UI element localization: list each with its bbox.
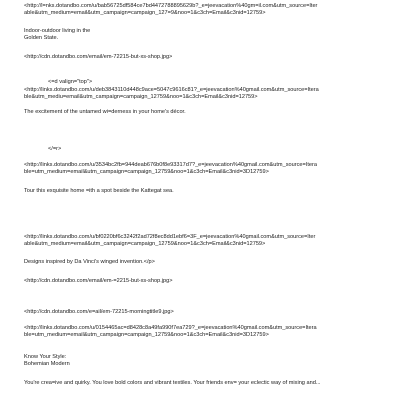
caption-text: [24, 28, 388, 43]
text-line: </=r>: [48, 146, 62, 152]
tracking-link[interactable]: [24, 234, 388, 249]
link-line[interactable]: <http://links.dotandbo.com/u/3534bc2fb=944deab676b0f8e93317d7?_e=jeevacation%40gmail.com&utm_source=Itera: [24, 162, 317, 168]
html-fragment: [48, 146, 400, 153]
text-line: Know Your Style:: [24, 354, 67, 360]
text-line: Tour this exquisite home =ith a spot beside the Kattegat sea.: [24, 188, 174, 194]
link-line[interactable]: <http://l=nks.dotandbo.com/u/bab56725df584ce7bd4472788895629b?_e=jeevacation%40gm=il.com&utm_source=Iter: [24, 3, 318, 9]
tracking-link[interactable]: [24, 162, 388, 177]
image-link[interactable]: [24, 278, 388, 285]
html-fragment: [48, 79, 400, 86]
link-line[interactable]: ble&utm_mediu=email&utm_campaign=campaign_12759&noo=1&c3ch=Email&c3nid=12759>: [24, 94, 258, 101]
caption-text: [24, 259, 388, 266]
link-line[interactable]: ble=utm_medium=email&utm_campaign=campaign_12759&noo=1&c3ch=Email&c3nid=3D12759>: [24, 332, 269, 339]
link-line[interactable]: able&utm_medium=email&utm_campaign=campaign_127=9&noo=1&c3ch=Email&c3nid=12759>: [24, 10, 266, 17]
link-line[interactable]: <http://cdn.dotandbo.com/email/em-=2215-but-xs-shop.jpg>: [24, 278, 173, 284]
tracking-link[interactable]: [24, 3, 388, 18]
section-heading: [24, 354, 388, 369]
text-line: The excitement of the untamed wi=derness in your home's décor.: [24, 109, 186, 115]
tracking-link[interactable]: [24, 87, 388, 102]
text-line: You're crea=ive and quirky. You love bold colors and vibrant textiles. Your friends env= your eclectic way of mixing and...: [24, 380, 321, 386]
text-line: Bohemian Modern: [24, 361, 70, 368]
image-link[interactable]: [24, 309, 388, 316]
caption-text: [24, 188, 388, 195]
image-link[interactable]: [24, 54, 388, 61]
text-line: Indoor-outdoor living in the: [24, 28, 91, 34]
tracking-link[interactable]: [24, 325, 388, 340]
link-line[interactable]: <http://links.dotandbo.com/u/deb3843110d448c9ace=5047c9616c81?_e=jeevacation%40gmail.com&utm_source=Itera: [24, 87, 319, 93]
text-line: <=d valign="top">: [48, 79, 93, 85]
link-line[interactable]: able&utm_medium=email&utm_campaign=campaign_12759&noo=1&c3ch=Email&c3nid=12759>: [24, 241, 266, 248]
link-line[interactable]: ble=utm_medium=email&utm_campaign=campaign_12759&noo=1&c3ch=Email&c3nid=3D12759>: [24, 169, 269, 176]
link-line[interactable]: <http://links.dotandbo.com/u/bf0220bf6c3242f2ad72f8ec8dd1ebf6=3F_e=jeevacation%40gmail.com&utm_source=Iter: [24, 234, 316, 240]
link-line[interactable]: <http://links.dotandbo.com/u/0154465ac=d8428c8a49fa990f7ea729?_e=jeevacation%40gmail.com&utm_source=Itera: [24, 325, 317, 331]
description-text: [24, 380, 388, 387]
caption-text: [24, 109, 388, 116]
link-line[interactable]: <http://cdn.dotandbo.com/email/em-72215-but-xs-shop.jpg>: [24, 54, 173, 60]
text-line: Designs inspired by Da Vinci's winged invention.</p>: [24, 259, 155, 265]
link-line[interactable]: <http://cdn.dotandbo.com/e=ail/em-72215-morningtitle9.jpg>: [24, 309, 174, 315]
text-line: Golden State.: [24, 35, 59, 42]
